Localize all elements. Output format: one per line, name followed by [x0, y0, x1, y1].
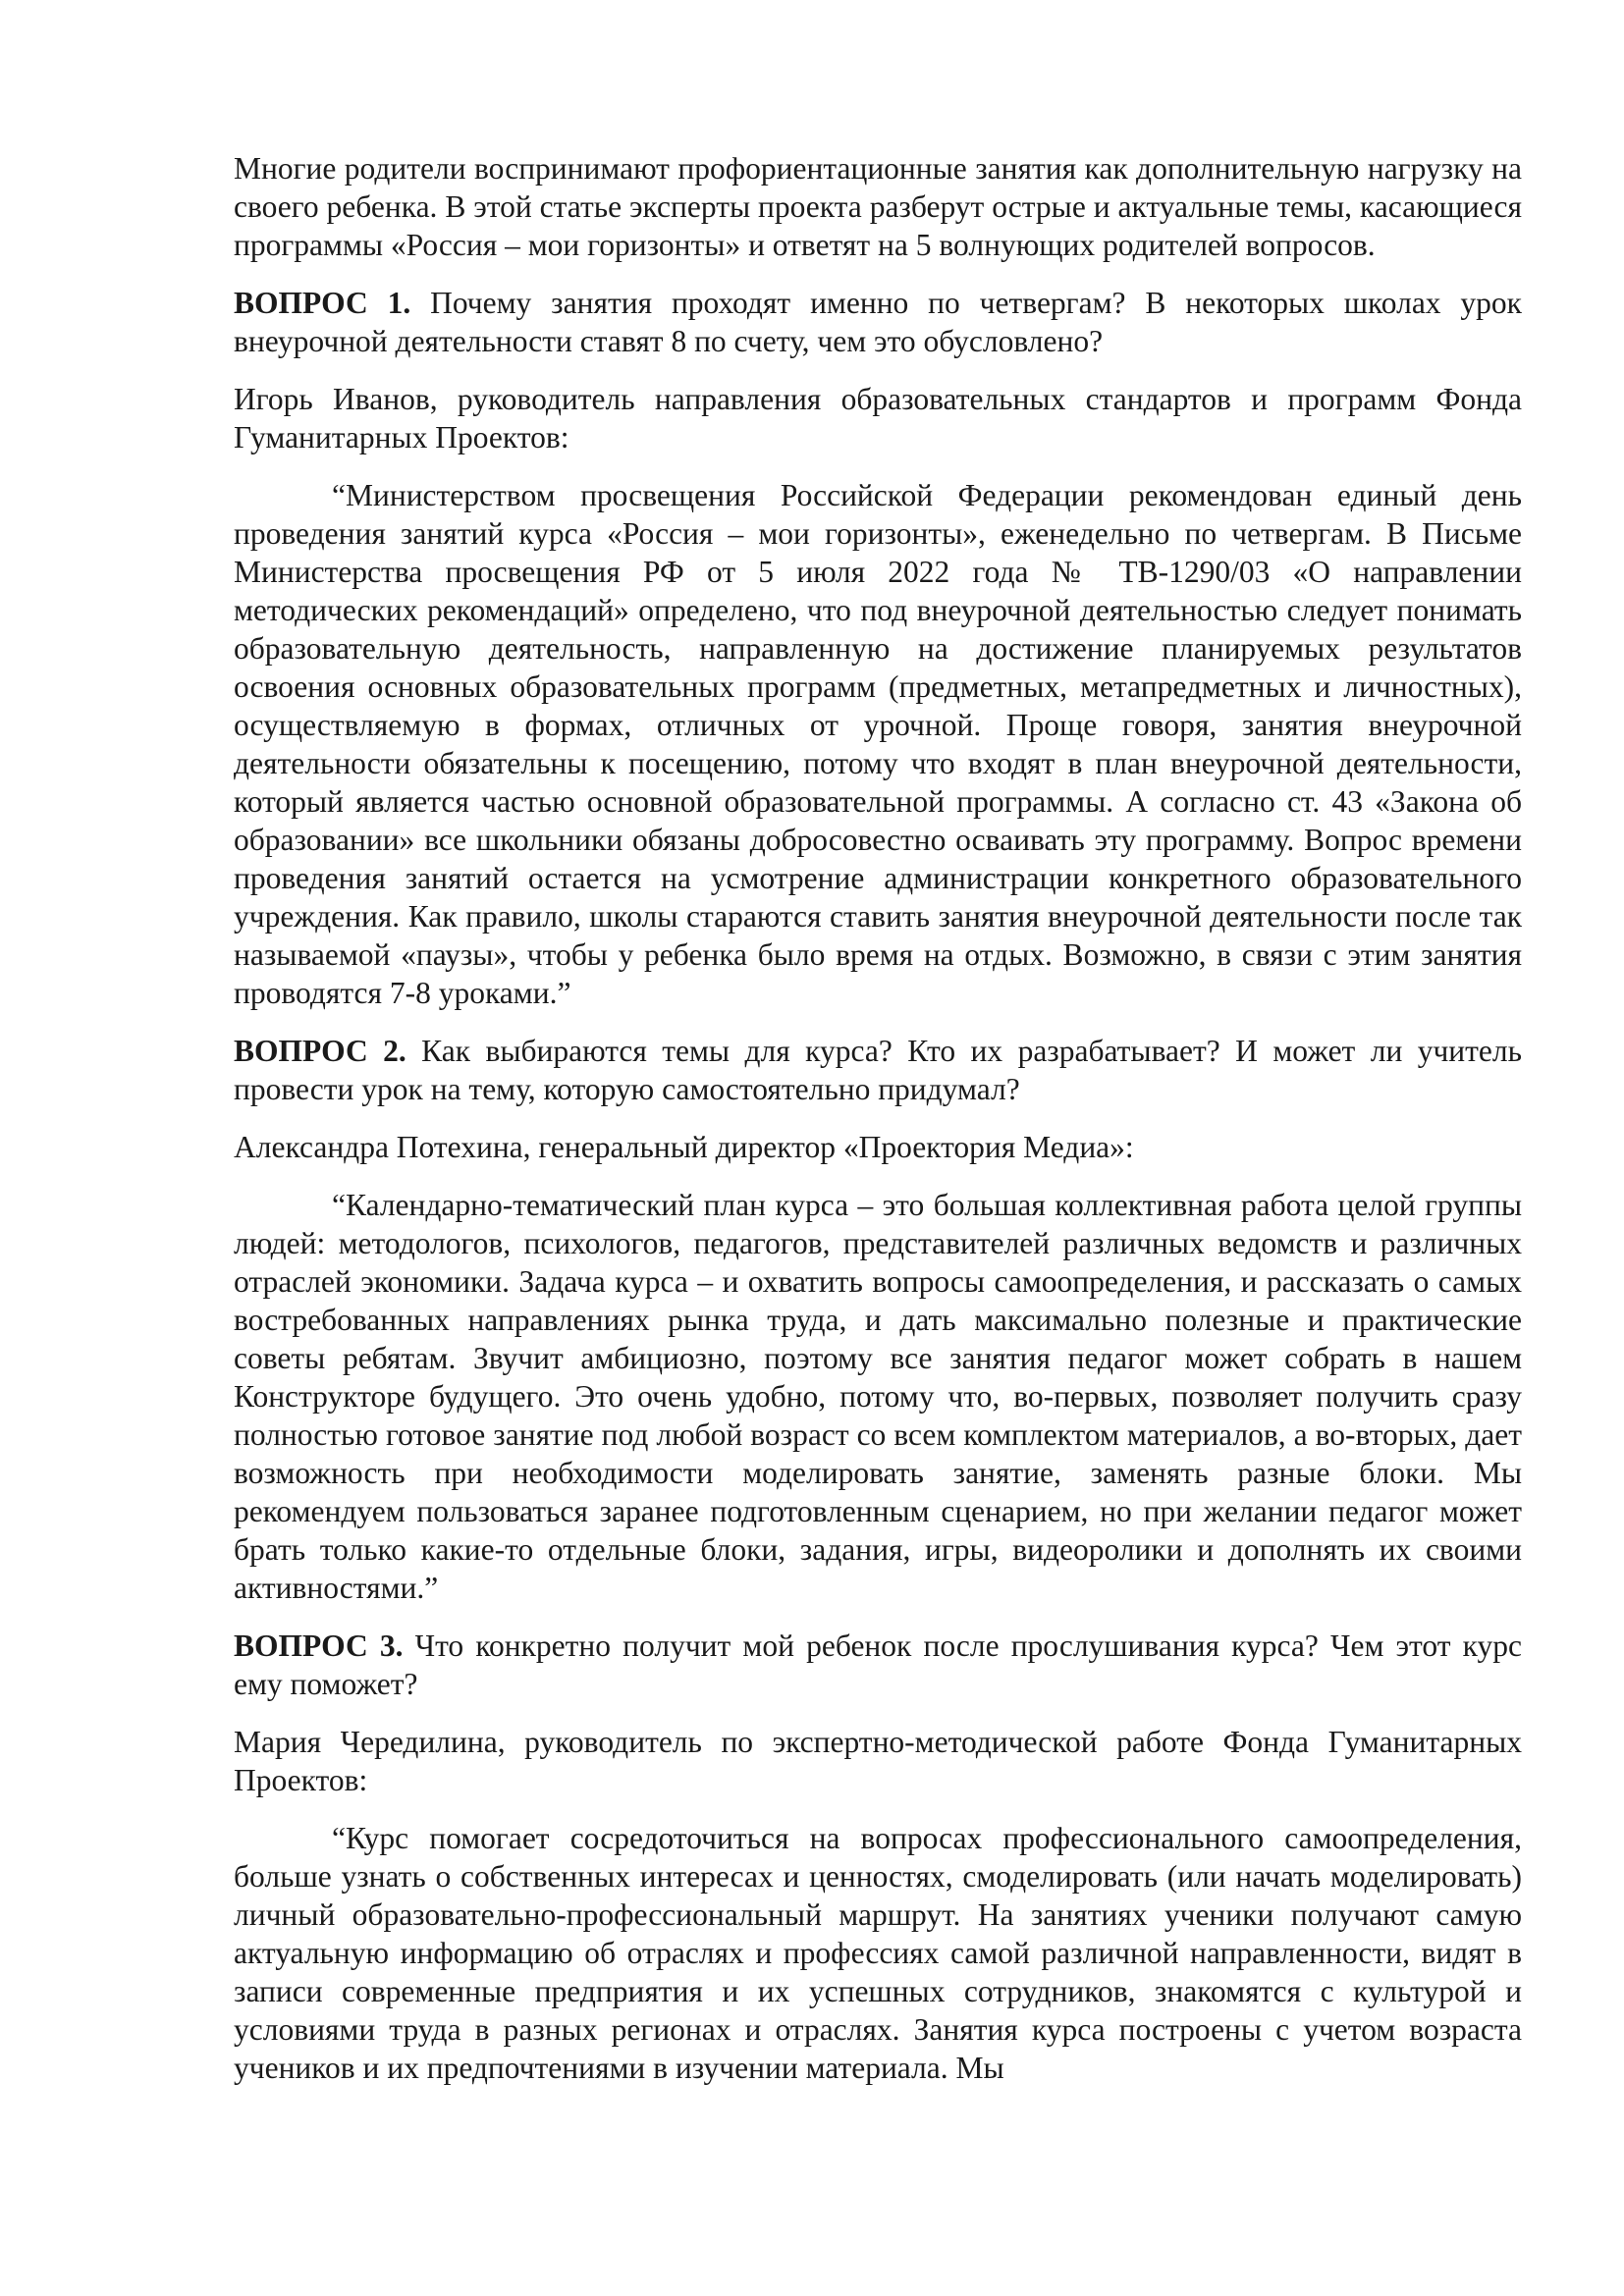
question-2-text: Как выбираются темы для курса? Кто их разрабатывает? И может ли учитель провести урок на тему, которую самостоятельно придумал?: [234, 1034, 1522, 1106]
question-3: [234, 1627, 1522, 1703]
answer-1: “Министерством просвещения Российской Федерации рекомендован единый день проведения занятий курса «Россия – мои горизонты», еженедельно по четвергам. В Письме Министерства просвещения РФ от 5 июля 2022 года № ТВ-1290/03 «О направлении методических рекомендаций» определено, что под внеурочной деятельностью следует понимать образовательную деятельность, направленную на достижение планируемых результатов освоения основных образовательных программ (предметных, метапредметных и личностных), осуществляемую в формах, отличных от урочной. Проще говоря, занятия внеурочной деятельности обязательны к посещению, потому что входят в план внеурочной деятельности, который является частью основной образовательной программы. А согласно ст. 43 «Закона об образовании» все школьники обязаны добросовестно осваивать эту программу. Вопрос времени проведения занятий остается на усмотрение администрации конкретного образовательного учреждения. Как правило, школы стараются ставить занятия внеурочной деятельности после так называемой «паузы», чтобы у ребенка было время на отдых. Возможно, в связи с этим занятия проводятся 7-8 уроками.”: [234, 478, 1522, 1010]
intro-paragraph: Многие родители воспринимают профориентационные занятия как дополнительную нагрузку на своего ребенка. В этой статье эксперты проекта разберут острые и актуальные темы, касающиеся программы «Россия – мои горизонты» и ответят на 5 волнующих родителей вопросов.: [234, 151, 1522, 262]
document-page: [234, 149, 1522, 2107]
question-1-text: Почему занятия проходят именно по четвергам? В некоторых школах урок внеурочной деятельности ставят 8 по счету, чем это обусловлено?: [234, 286, 1522, 358]
question-1: [234, 284, 1522, 360]
question-3-label: ВОПРОС 3.: [234, 1629, 404, 1663]
question-2-label: ВОПРОС 2.: [234, 1034, 406, 1068]
question-1-label: ВОПРОС 1.: [234, 286, 411, 320]
expert-3: Мария Чередилина, руководитель по экспертно-методической работе Фонда Гуманитарных Проектов:: [234, 1725, 1522, 1797]
question-3-text: Что конкретно получит мой ребенок после прослушивания курса? Чем этот курс ему поможет?: [234, 1629, 1522, 1701]
answer-3: “Курс помогает сосредоточиться на вопросах профессионального самоопределения, больше узнать о собственных интересах и ценностях, смоделировать (или начать моделировать) личный образовательно-профессиональный маршрут. На занятиях ученики получают самую актуальную информацию об отраслях и профессиях самой различной направленности, видят в записи современные предприятия и их успешных сотрудников, знакомятся с культурой и условиями труда в разных регионах и отраслях. Занятия курса построены с учетом возраста учеников и их предпочтениями в изучении материала. Мы: [234, 1821, 1522, 2085]
answer-2: “Календарно-тематический план курса – это большая коллективная работа целой группы людей: методологов, психологов, педагогов, представителей различных ведомств и различных отраслей экономики. Задача курса – и охватить вопросы самоопределения, и рассказать о самых востребованных направлениях рынка труда, и дать максимально полезные и практические советы ребятам. Звучит амбициозно, поэтому все занятия педагог может собрать в нашем Конструкторе будущего. Это очень удобно, потому что, во-первых, позволяет получить сразу полностью готовое занятие под любой возраст со всем комплектом материалов, а во-вторых, дает возможность при необходимости моделировать занятие, заменять разные блоки. Мы рекомендуем пользоваться заранее подготовленным сценарием, но при желании педагог может брать только какие-то отдельные блоки, задания, игры, видеоролики и дополнять их своими активностями.”: [234, 1188, 1522, 1605]
expert-2: Александра Потехина, генеральный директор «Проектория Медиа»:: [234, 1130, 1134, 1164]
expert-1: Игорь Иванов, руководитель направления образовательных стандартов и программ Фонда Гуманитарных Проектов:: [234, 382, 1522, 454]
question-2: [234, 1032, 1522, 1108]
